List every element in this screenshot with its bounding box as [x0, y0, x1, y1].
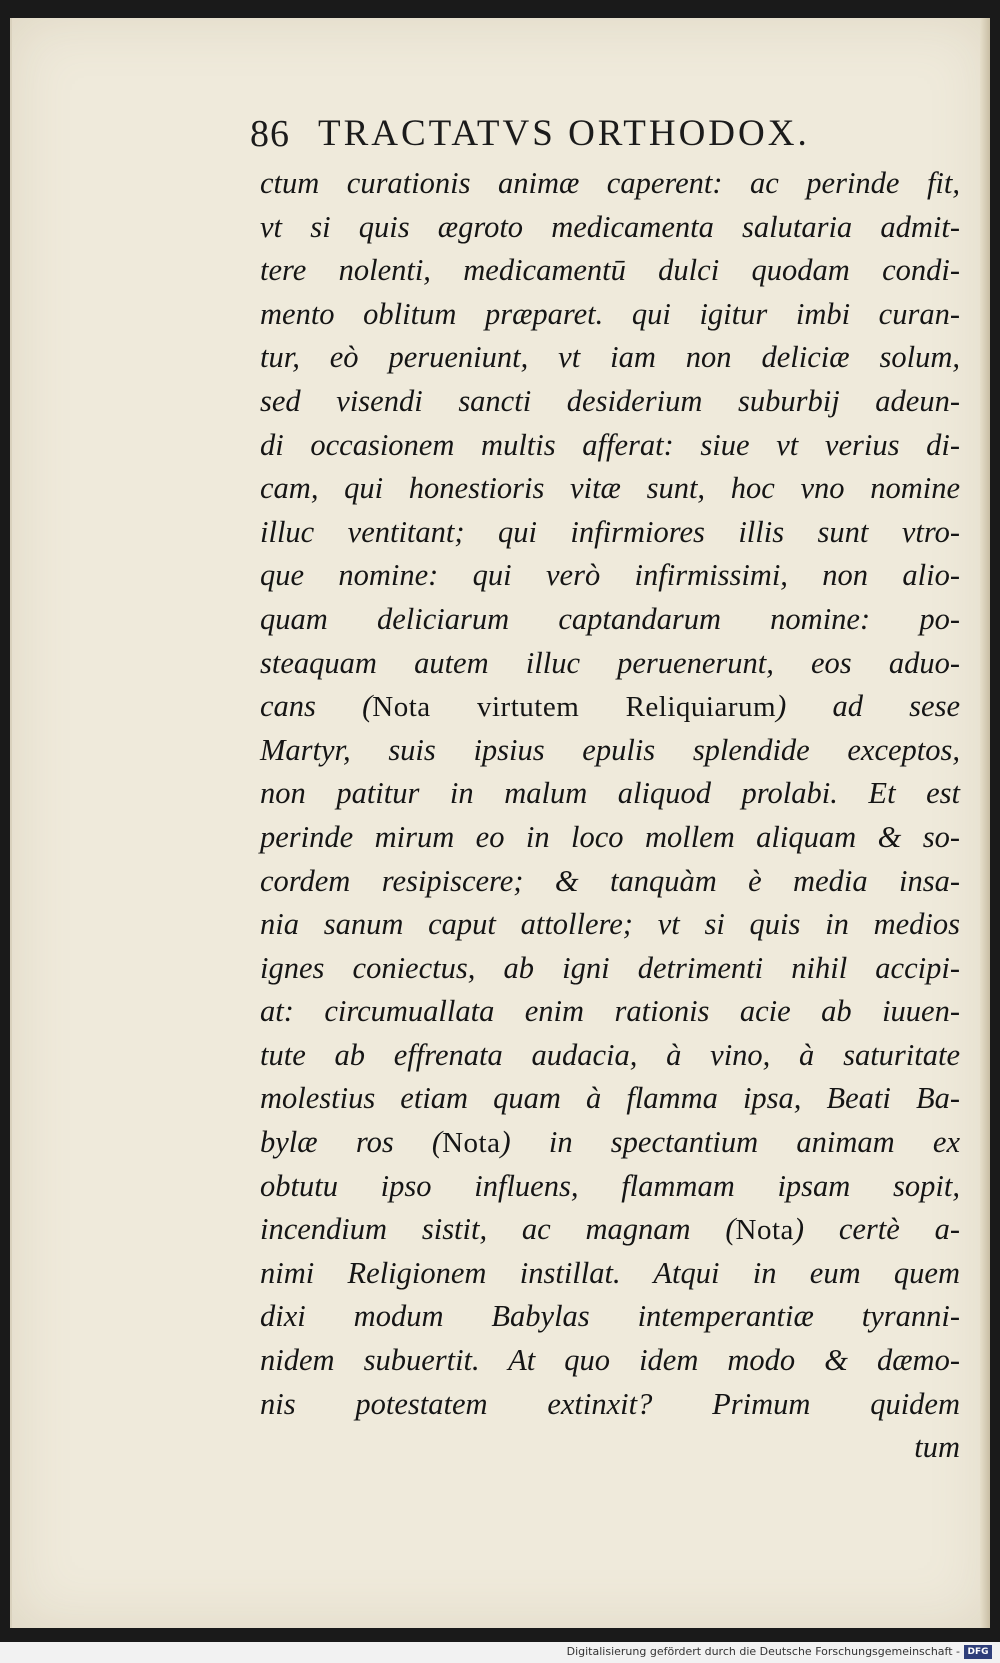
- catchword: tum: [914, 1430, 960, 1465]
- text-segment: tere nolenti, medicamentū dulci quodam condi-: [260, 253, 960, 288]
- text-line: [260, 1295, 960, 1339]
- text-line: [260, 1208, 960, 1252]
- text-line: [260, 1077, 960, 1121]
- text-line: [260, 816, 960, 860]
- text-segment: ctum curationis animæ caperent: ac perinde fit,: [260, 166, 960, 200]
- text-segment: que nomine: qui verò infirmissimi, non alio-: [260, 558, 960, 593]
- text-segment: tur, eò perueniunt, vt iam non deliciæ solum,: [260, 340, 960, 375]
- text-segment: sed visendi sancti desiderium suburbij adeun-: [260, 383, 960, 418]
- text-segment: ignes coniectus, ab igni detrimenti nihil accipi-: [260, 950, 960, 985]
- marginal-note: Nota: [735, 1214, 794, 1247]
- text-line: [260, 511, 960, 555]
- page-edge: [980, 18, 990, 1628]
- text-segment: ) in spectantium animam ex: [500, 1125, 960, 1160]
- text-segment: molestius etiam quam à flamma ipsa, Beati Ba-: [260, 1081, 960, 1116]
- marginal-note: Nota: [442, 1127, 501, 1160]
- text-line: [260, 685, 960, 729]
- text-segment: incendium sistit, ac magnam (: [260, 1212, 736, 1247]
- running-head: TRACTATVS ORTHODOX.: [318, 113, 810, 154]
- text-line: [260, 729, 960, 773]
- text-line: [260, 380, 960, 424]
- text-segment: cordem resipiscere; & tanquàm è media insa-: [260, 863, 960, 898]
- text-line: [260, 860, 960, 904]
- text-line: [260, 1121, 960, 1165]
- dfg-logo: DFG: [964, 1645, 992, 1659]
- text-segment: vt si quis ægroto medicamenta salutaria admit-: [260, 209, 960, 244]
- text-line: [260, 1339, 960, 1383]
- text-segment: obtutu ipso influens, flammam ipsam sopit,: [260, 1168, 960, 1203]
- text-segment: Martyr, suis ipsius epulis splendide exceptos,: [260, 732, 960, 767]
- text-line: [260, 1252, 960, 1296]
- text-segment: nimi Religionem instillat. Atqui in eum quem: [260, 1255, 960, 1290]
- text-segment: tute ab effrenata audacia, à vino, à saturitate: [260, 1037, 960, 1072]
- page-header: [250, 112, 910, 160]
- text-line: [260, 772, 960, 816]
- text-line: [260, 598, 960, 642]
- text-segment: quam deliciarum captandarum nomine: po-: [260, 601, 960, 636]
- marginal-note: Nota virtutem Reliquiarum: [372, 691, 777, 724]
- text-segment: illuc ventitant; qui infirmiores illis sunt vtro-: [260, 514, 960, 549]
- text-line: [260, 206, 960, 250]
- text-segment: at: circumuallata enim rationis acie ab iuuen-: [260, 994, 960, 1029]
- text-segment: steaquam autem illuc peruenerunt, eos aduo-: [260, 645, 960, 680]
- text-line: [260, 162, 960, 206]
- footer-credit: Digitalisierung gefördert durch die Deutsche Forschungsgemeinschaft -: [566, 1645, 960, 1658]
- text-line: [260, 467, 960, 511]
- text-line: [260, 903, 960, 947]
- text-segment: nis potestatem extinxit? Primum quidem: [260, 1386, 960, 1421]
- text-line: [260, 424, 960, 468]
- text-segment: mento oblitum præparet. qui igitur imbi curan-: [260, 296, 960, 331]
- page-number: 86: [250, 113, 290, 155]
- text-segment: ) certè a-: [793, 1212, 960, 1247]
- body-text: [260, 162, 960, 1470]
- text-line: [260, 1165, 960, 1209]
- text-line: [260, 990, 960, 1034]
- text-line: [260, 554, 960, 598]
- text-segment: nia sanum caput attollere; vt si quis in medios: [260, 907, 960, 942]
- text-line: [260, 1383, 960, 1427]
- text-segment: perinde mirum eo in loco mollem aliquam & so-: [260, 819, 960, 854]
- text-line: [260, 947, 960, 991]
- text-line: [260, 249, 960, 293]
- text-segment: non patitur in malum aliquod prolabi. Et est: [260, 776, 960, 811]
- text-segment: ) ad sese: [776, 689, 960, 724]
- text-line: [260, 1034, 960, 1078]
- text-line: [260, 642, 960, 686]
- text-line: [260, 336, 960, 380]
- text-segment: dixi modum Babylas intemperantiæ tyranni-: [260, 1299, 960, 1334]
- text-segment: di occasionem multis afferat: siue vt verius di-: [260, 427, 960, 462]
- footer-bar: [0, 1642, 1000, 1663]
- text-line: [260, 293, 960, 337]
- text-segment: cam, qui honestioris vitæ sunt, hoc vno nomine: [260, 471, 960, 506]
- text-segment: nidem subuertit. At quo idem modo & dæmo-: [260, 1343, 960, 1378]
- text-segment: bylæ ros (: [260, 1125, 443, 1160]
- text-segment: cans (: [260, 689, 373, 724]
